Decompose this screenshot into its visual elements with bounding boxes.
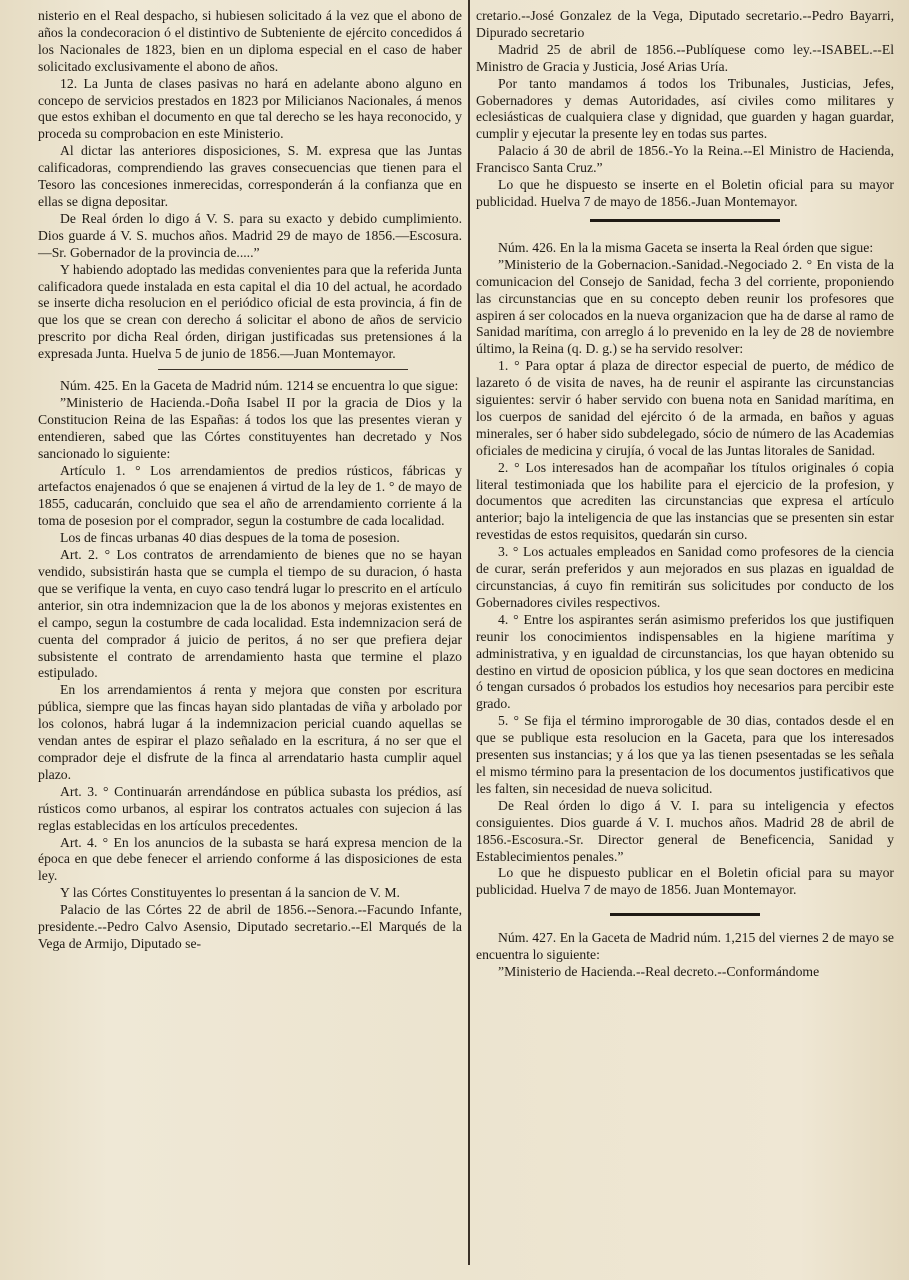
paragraph: cretario.--José Gonzalez de la Vega, Diputado secretario.--Pedro Bayarri, Dipurado secretario: [476, 8, 894, 40]
article-2: Art. 2. ° Los contratos de arrendamiento de bienes que no se hayan vendido, subsistirán hasta que se cumpla el tiempo de su duracion, ó hasta que se verifique la venta, en cuyo caso tendrá lugar lo prescrito en el artículo anterior, sin otra indemnizacion que la de los abonos y mejoras existentes en el campo, segun la costumbre de cada localidad. Esta indemnizacion será de cuenta del comprador á juicio de peritos, á no ser que prefiera dejar subsistente el contrato de arrendamiento hasta que termine el plazo estipulado.: [38, 547, 462, 681]
paragraph: De Real órden lo digo á V. I. para su inteligencia y efectos consiguientes. Dios guarde á V. I. muchos años. Madrid 28 de abril de 1856.-Escosura.-Sr. Director general de Beneficencia, Sanidad y Establecimientos penales.”: [476, 797, 894, 864]
paragraph: ”Ministerio de la Gobernacion.-Sanidad.-Negociado 2. ° En vista de la comunicacion del Consejo de Sanidad, fecha 3 del corriente, proponiendo las circunstancias que en su concepto deben reunir los profesores que aspiren á ser colocados en la nueva organizacion que ha de darse al ramo de Sanidad marítima, con arreglo á lo prevenido en la ley de 28 de noviembre último, la Reina (q. D. g.) se ha servido resolver:: [476, 256, 894, 357]
paragraph: Al dictar las anteriores disposiciones, S. M. expresa que las Juntas calificadoras, comprendiendo las graves consecuencias que tienen para el Tesoro las concesiones inmerecidas, corresponderán á la confianza que en ellas se digna depositar.: [38, 143, 462, 209]
column-divider: [468, 0, 470, 1265]
paragraph: Palacio de las Córtes 22 de abril de 1856.--Senora.--Facundo Infante, presidente.--Pedro Calvo Asensio, Diputado secretario.--El Marqués de la Vega de Armijo, Diputado se-: [38, 902, 462, 951]
paragraph: Y habiendo adoptado las medidas convenientes para que la referida Junta calificadora quede instalada en esta capital el dia 10 del actual, he acordado se inserte dicha resolucion en el periódico oficial de esta provincia, á fin de que los que se crean con derecho á solicitar el abono de años de servicio prescrito por dicha Real órden, dirigan justificadas sus pretensiones á la expresada Junta. Huelva 5 de junio de 1856.—Juan Montemayor.: [38, 261, 462, 362]
article-4: Art. 4. ° En los anuncios de la subasta se hará expresa mencion de la época en que debe fenecer el arriendo conforme á las disposiciones de esta ley.: [38, 834, 462, 884]
paragraph: Y las Córtes Constituyentes lo presentan á la sancion de V. M.: [60, 885, 400, 901]
spacer: [38, 370, 462, 378]
paragraph: nisterio en el Real despacho, si hubiesen solicitado á la vez que el abono de años la condecoracion ó el distintivo de Subteniente de ejército concedidos á los Nacionales de 1823, bien en un diploma especial en el caso de haber solicitado exclusivamente el abono de años.: [38, 8, 462, 74]
paragraph: ”Ministerio de Hacienda.-Doña Isabel II por la gracia de Dios y la Constitucion Reina de las Españas: á todos los que las presentes vieran y entendieren, sabed que las Córtes constituyentes han decretado y Nos sancionado lo siguiente:: [38, 394, 462, 461]
paragraph: Los de fincas urbanas 40 dias despues de la toma de posesion.: [60, 530, 400, 546]
article-3: Art. 3. ° Continuarán arrendándose en pública subasta los prédios, así rústicos como urbanos, al espirar los contratos actuales con sujecion á las reglas establecidas en los artículos precedentes.: [38, 783, 462, 833]
section-separator: [590, 219, 780, 222]
section-heading-425: Núm. 425. En la Gaceta de Madrid núm. 1214 se encuentra lo que sigue:: [60, 378, 459, 394]
paragraph: Lo que he dispuesto se inserte en el Boletin oficial para su mayor publicidad. Huelva 7 de mayo de 1856.-Juan Montemayor.: [476, 177, 894, 209]
clause-1: 1. ° Para optar á plaza de director especial de puerto, de médico de lazareto ó de visita de naves, ha de reunir el aspirante las circunstancias siguientes: servir ó haber servido con buena nota en Sanidad marítima, en los cuerpos de sanidad del ejército ó de la armada, en baños y aguas minerales, ser ó haber sido subdelegado, sócio de número de las Academias oficiales de medicina y cirujía, ó vocal de las Juntas litorales de Sanidad.: [476, 358, 894, 458]
paragraph: Lo que he dispuesto publicar en el Boletin oficial para su mayor publicidad. Huelva 7 de mayo de 1856. Juan Montemayor.: [476, 865, 894, 898]
article-1: Artículo 1. ° Los arrendamientos de predios rústicos, fábricas y artefactos enajenados ó que se enajenen á virtud de la ley de 1. ° de mayo de 1855, caducarán, concluido que sea el año de arrendamiento corriente á la toma de posesion por el comprador, segun la costumbre de cada localidad.: [38, 462, 462, 529]
paragraph: Madrid 25 de abril de 1856.--Publíquese como ley.--ISABEL.--El Ministro de Gracia y Justicia, José Arias Uría.: [476, 41, 894, 74]
section-separator: [610, 913, 760, 916]
clause-4: 4. ° Entre los aspirantes serán asimismo preferidos los que justifiquen reunir los conocimientos indispensables en la higiene marítima y administrativa, y en igualdad de circunstancias, los que hayan obtenido su destino en virtud de oposicion pública, y los que sean doctores en medicina ó tengan cursados ó probados los estudios hoy necesarios para percibir este grado.: [476, 611, 894, 712]
clause-3: 3. ° Los actuales empleados en Sanidad como profesores de la ciencia de curar, serán preferidos y aun mejorados en sus plazas en igualdad de circunstancias, á cuyo fin remitirán sus solicitudes por conducto de los Gobernadores civiles respectivos.: [476, 544, 894, 610]
paragraph: Palacio á 30 de abril de 1856.-Yo la Reina.--El Ministro de Hacienda, Francisco Santa Cruz.”: [476, 143, 894, 176]
paragraph: ”Ministerio de Hacienda.--Real decreto.--Conformándome: [498, 964, 820, 980]
section-heading-427: Núm. 427. En la Gaceta de Madrid núm. 1,215 del viernes 2 de mayo se encuentra lo siguiente:: [476, 930, 894, 963]
paragraph: De Real órden lo digo á V. S. para su exacto y debido cumplimiento. Dios guarde á V. S. muchos años. Madrid 29 de mayo de 1856.—Escosura.—Sr. Gobernador de la provincia de.....”: [38, 210, 462, 260]
paragraph: Por tanto mandamos á todos los Tribunales, Justicias, Jefes, Gobernadores y demas Autoridades, así civiles como militares y eclesiásticas de cualquiera clase y dignidad, que guarden y hagan guardar, cumplir y ejecutar la presente ley en todas sus partes.: [476, 75, 894, 142]
paragraph: En los arrendamientos á renta y mejora que consten por escritura pública, siempre que las fincas hayan sido plantadas de viña y arbolado por los colonos, habrá lugar á la indemnizacion pericial cuando aquellas se vendan antes de espirar el plazo señalado en la escritura, á no ser que el comprador deje el disfrute de la finca al arrendatario hasta cumplir aquel plazo.: [38, 682, 462, 782]
clause-2: 2. ° Los interesados han de acompañar los títulos originales ó copia literal testimoniada que los habilite para el ejercicio de la profesion, y documentos que acrediten las circunstancias que expresa el artículo anterior; bajo la inteligencia de que las instancias que se presenten sin estar revestidas de estos requisitos, quedarán sin curso.: [476, 459, 894, 543]
right-column: [476, 8, 894, 981]
section-heading-426: Núm. 426. En la la misma Gaceta se inserta la Real órden que sigue:: [498, 239, 874, 255]
left-column: [38, 8, 462, 953]
paragraph: 12. La Junta de clases pasivas no hará en adelante abono alguno en concepo de servicios prestados en 1823 por Milicianos Nacionales, á menos que estos exhiban el documento en que tal derecho se les haya reconocido, y proceda su comprobacion en este Ministerio.: [38, 75, 462, 142]
clause-5: 5. ° Se fija el término improrogable de 30 dias, contados desde el en que se publique esta resolucion en la Gaceta, para que los interesados presenten sus instancias; y á los que ya las tienen psesentadas se les señala el mismo término para la presentacion de los documentos justificativos que les falten, sin necesidad de nueva solicitud.: [476, 713, 894, 796]
